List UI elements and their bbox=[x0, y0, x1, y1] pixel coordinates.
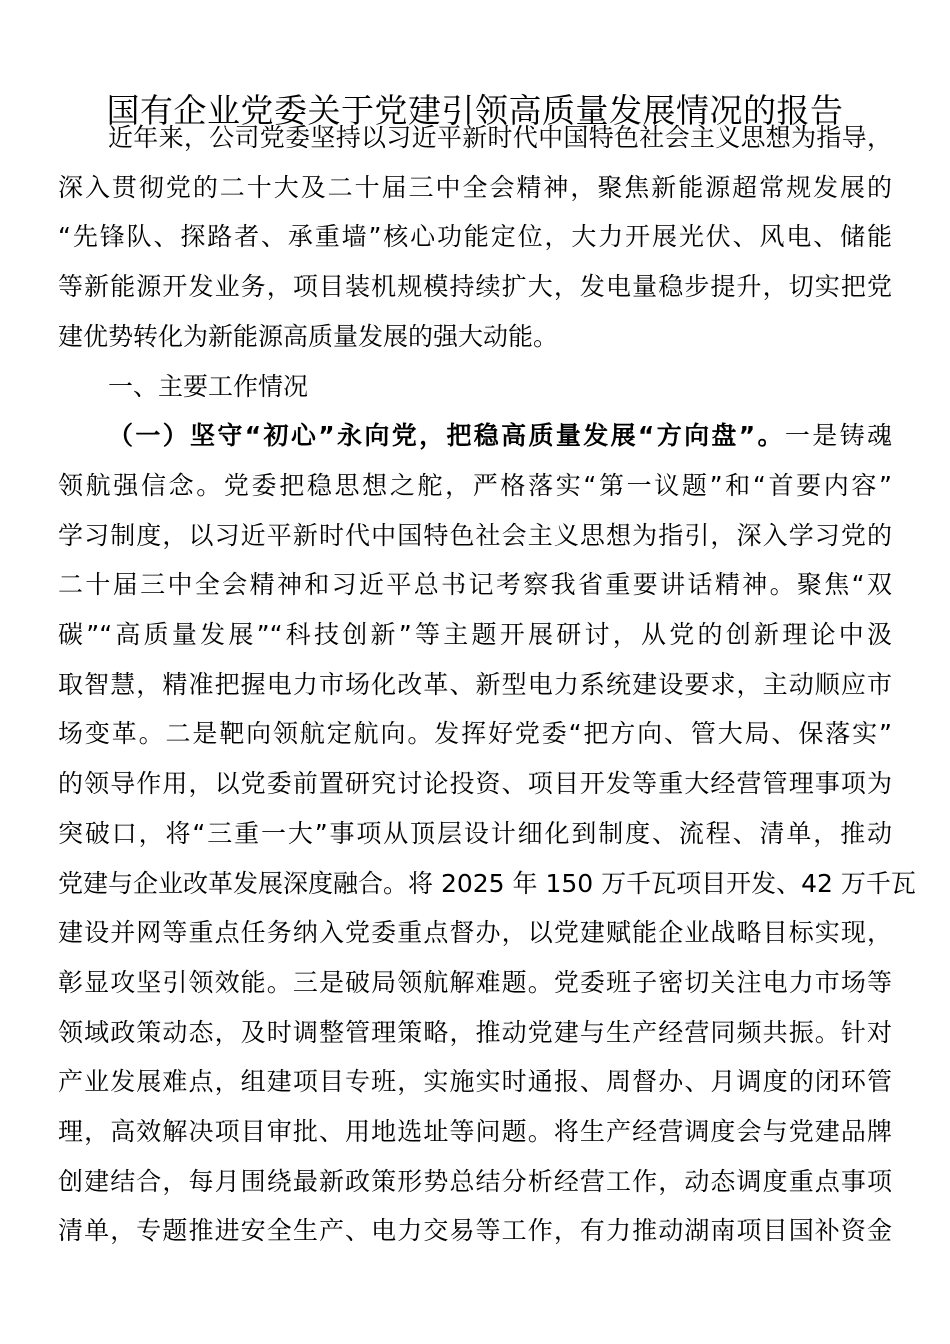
paragraph-line: 领航强信念。党委把稳思想之舵，严格落实“第一议题”和“首要内容” bbox=[58, 470, 892, 500]
paragraph-line: 领域政策动态，及时调整管理策略，推动党建与生产经营同频共振。针对 bbox=[58, 1017, 892, 1047]
document-title: 国有企业党委关于党建引领高质量发展情况的报告 bbox=[106, 91, 844, 131]
paragraph-line: 取智慧，精准把握电力市场化改革、新型电力系统建设要求，主动顺应市 bbox=[58, 669, 892, 699]
section-heading: 一、主要工作情况 bbox=[108, 371, 309, 401]
paragraph-line: 二十届三中全会精神和习近平总书记考察我省重要讲话精神。聚焦“双 bbox=[58, 570, 892, 600]
paragraph-text: 一是铸魂 bbox=[784, 421, 892, 451]
subsection-paragraph bbox=[58, 411, 916, 1256]
paragraph-line: 理，高效解决项目审批、用地选址等问题。将生产经营调度会与党建品牌 bbox=[58, 1117, 892, 1147]
paragraph-line bbox=[58, 411, 892, 461]
paragraph-line: 建优势转化为新能源高质量发展的强大动能。 bbox=[58, 321, 559, 351]
paragraph-line: 创建结合，每月围绕最新政策形势总结分析经营工作，动态调度重点事项 bbox=[58, 1166, 892, 1196]
paragraph-line: 场变革。二是靶向领航定航向。发挥好党委“把方向、管大局、保落实” bbox=[58, 719, 892, 749]
paragraph-line: 突破口，将“三重一大”事项从顶层设计细化到制度、流程、清单，推动 bbox=[58, 818, 892, 848]
paragraph-line: 彰显攻坚引领效能。三是破局领航解难题。党委班子密切关注电力市场等 bbox=[58, 967, 892, 997]
paragraph-line: 的领导作用，以党委前置研究讨论投资、项目开发等重大经营管理事项为 bbox=[58, 769, 892, 799]
paragraph-line: 碳”“高质量发展”“科技创新”等主题开展研讨，从党的创新理论中汲 bbox=[58, 620, 892, 650]
subsection-heading: （一）坚守“初心”永向党，把稳高质量发展“方向盘”。 bbox=[108, 421, 785, 451]
paragraph-line: 近年来，公司党委坚持以习近平新时代中国特色社会主义思想为指导， bbox=[108, 123, 892, 152]
paragraph-line: 产业发展难点，组建项目专班，实施实时通报、周督办、月调度的闭环管 bbox=[58, 1067, 892, 1097]
paragraph-line: 清单，专题推进安全生产、电力交易等工作，有力推动湖南项目国补资金 bbox=[58, 1216, 892, 1246]
paragraph-line: 深入贯彻党的二十大及二十届三中全会精神，聚焦新能源超常规发展的 bbox=[58, 172, 892, 202]
intro-paragraph bbox=[58, 113, 892, 362]
paragraph-line: “先锋队、探路者、承重墙”核心功能定位，大力开展光伏、风电、储能 bbox=[58, 222, 892, 252]
paragraph-line: 建设并网等重点任务纳入党委重点督办，以党建赋能企业战略目标实现， bbox=[58, 918, 892, 948]
paragraph-line: 等新能源开发业务，项目装机规模持续扩大，发电量稳步提升，切实把党 bbox=[58, 272, 892, 302]
paragraph-line: 党建与企业改革发展深度融合。将 2025 年 150 万千瓦项目开发、42 万千瓦 bbox=[58, 868, 916, 898]
document-body bbox=[58, 113, 916, 1256]
paragraph-line: 学习制度，以习近平新时代中国特色社会主义思想为指引，深入学习党的 bbox=[58, 520, 892, 550]
